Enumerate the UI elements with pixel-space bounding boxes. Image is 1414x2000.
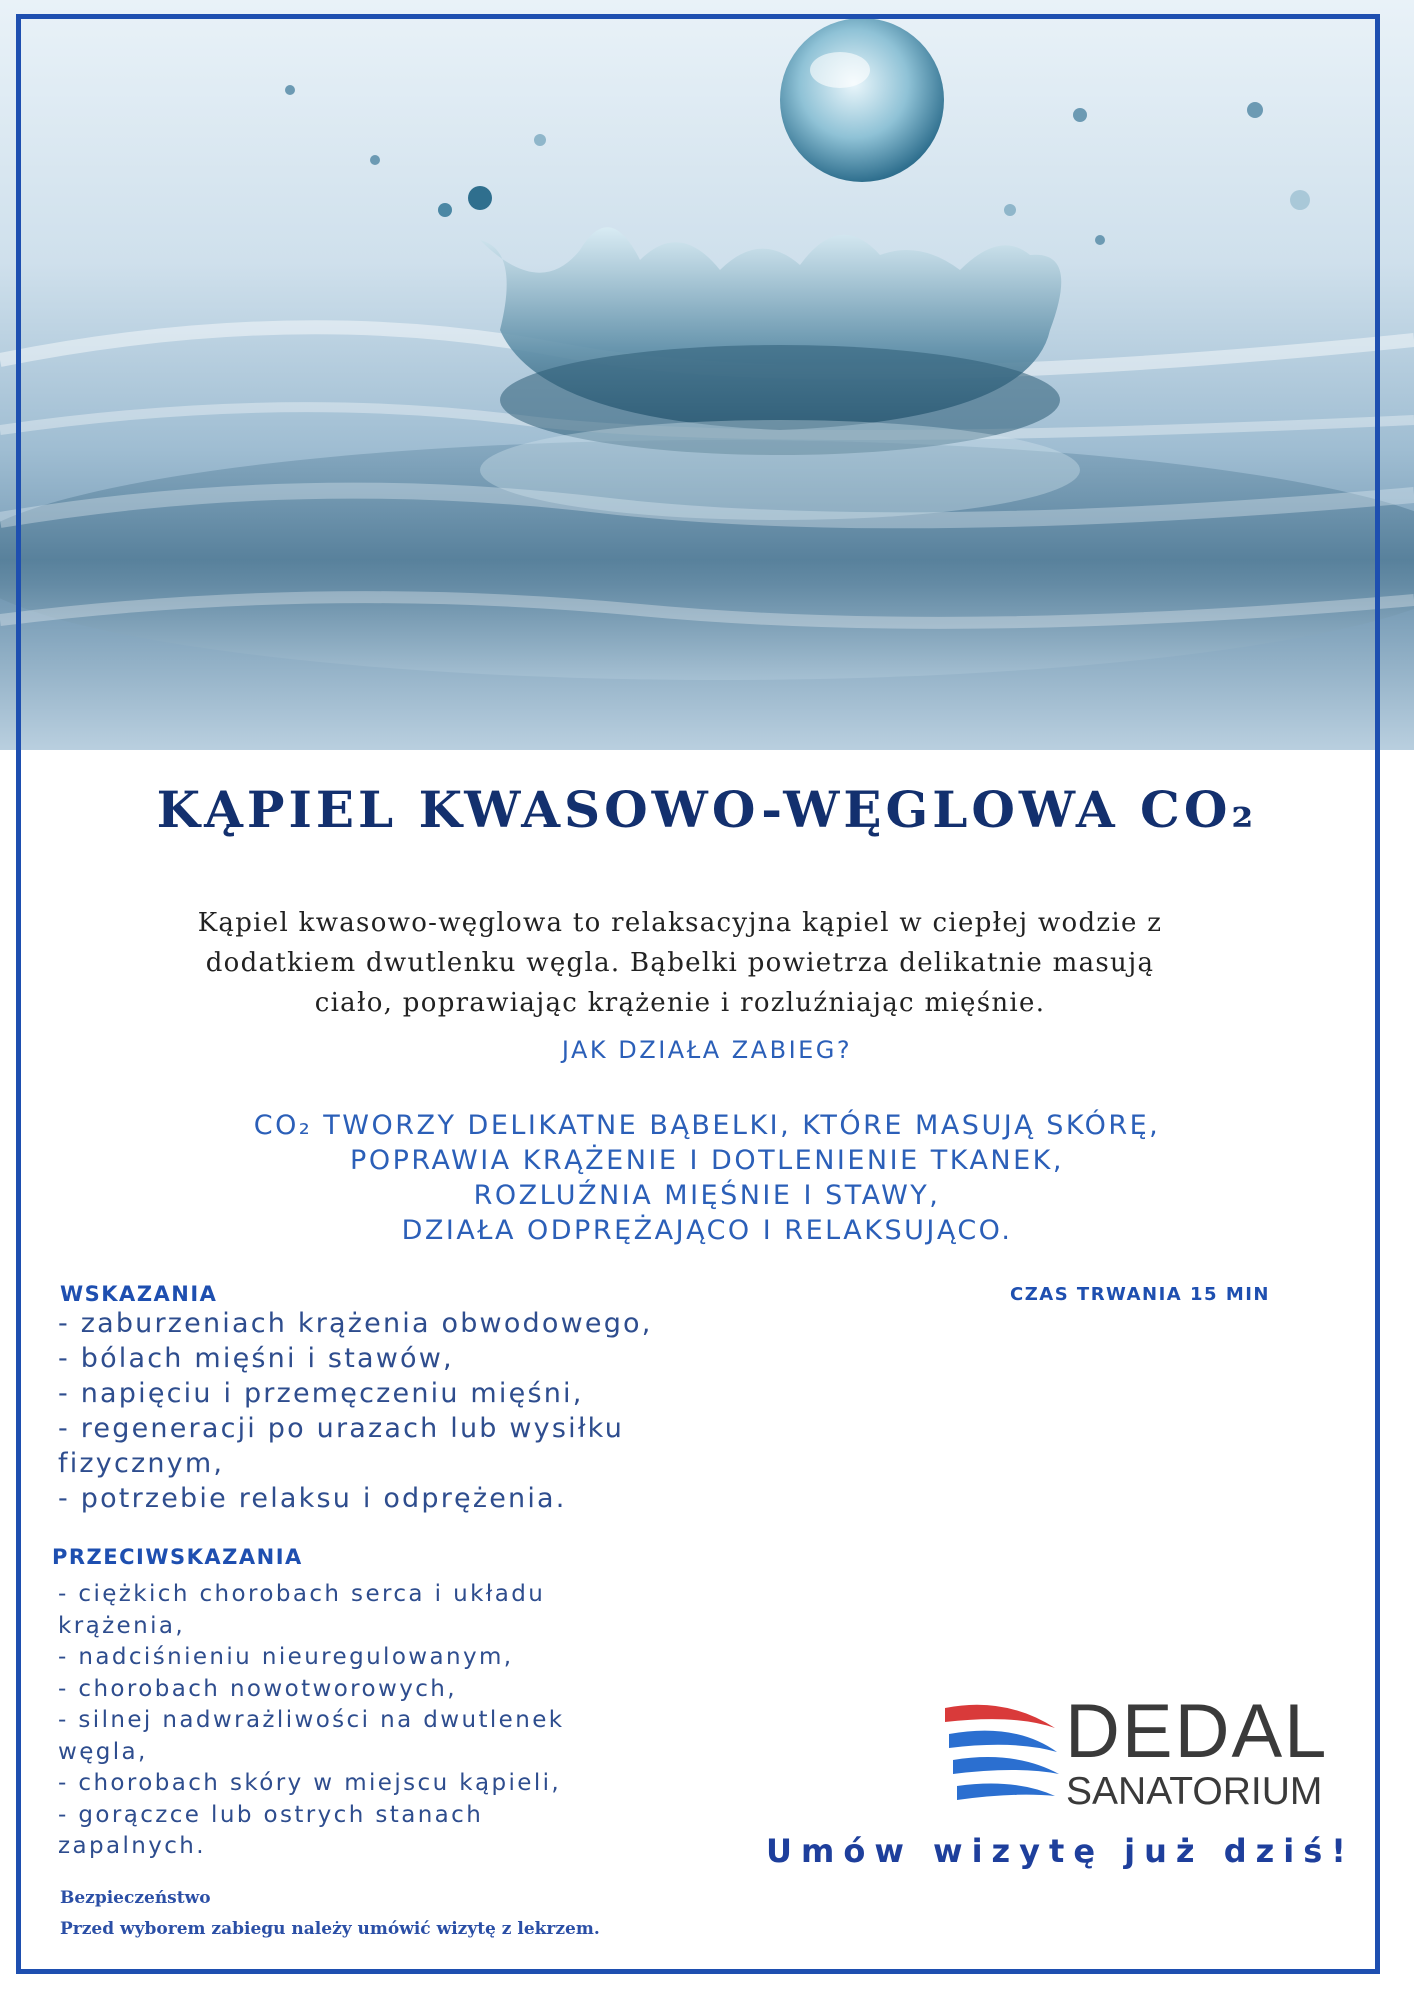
intro-line: dodatkiem dwutlenku węgla. Bąbelki powietrza delikatnie masują — [205, 948, 1155, 978]
logo-name: DEDAL — [1065, 1689, 1329, 1774]
dedal-sanatorium-logo — [945, 1689, 1345, 1820]
contraindications-list — [58, 1579, 618, 1863]
list-item: - nadciśnieniu nieuregulowanym, — [58, 1644, 514, 1670]
intro-line: ciało, poprawiając krążenie i rozluźniając mięśnie. — [314, 988, 1046, 1018]
list-item: - zaburzeniach krążenia obwodowego, — [58, 1308, 653, 1339]
how-line: ROZLUŹNIA MIĘŚNIE I STAWY, — [473, 1180, 941, 1211]
how-it-works-heading: JAK DZIAŁA ZABIEG? — [561, 1036, 853, 1064]
duration-label: CZAS TRWANIA 15 MIN — [1010, 1284, 1270, 1305]
logo-subtitle: SANATORIUM — [1066, 1770, 1323, 1813]
intro-line: Kąpiel kwasowo-węglowa to relaksacyjna kąpiel w ciepłej wodzie z — [197, 908, 1163, 938]
list-item: - potrzebie relaksu i odprężenia. — [58, 1483, 567, 1514]
list-item: - bólach mięśni i stawów, — [58, 1343, 454, 1374]
intro-paragraph — [90, 903, 1270, 1023]
list-item: węgla, — [58, 1738, 148, 1765]
indications-heading: WSKAZANIA — [60, 1282, 218, 1306]
safety-heading: Bezpieczeństwo — [60, 1888, 211, 1908]
indications-list — [58, 1306, 698, 1516]
list-item: - napięciu i przemęczeniu mięśni, — [58, 1378, 584, 1409]
list-item: - silnej nadwrażliwości na dwutlenek — [58, 1707, 565, 1733]
how-line: CO₂ TWORZY DELIKATNE BĄBELKI, KTÓRE MASUJĄ SKÓRĘ, — [253, 1110, 1161, 1141]
safety-text: Przed wyborem zabiegu należy umówić wizytę z lekrzem. — [60, 1919, 600, 1939]
safety-note — [60, 1883, 760, 1945]
list-item: fizycznym, — [58, 1448, 225, 1479]
hero-water-splash-image — [0, 0, 1414, 750]
list-item: - chorobach skóry w miejscu kąpieli, — [58, 1770, 562, 1796]
how-line: POPRAWIA KRĄŻENIE I DOTLENIENIE TKANEK, — [350, 1145, 1064, 1176]
dedal-wave-icon — [945, 1700, 1065, 1815]
list-item: - gorączce lub ostrych stanach — [58, 1801, 484, 1828]
water-splash-illustration — [0, 0, 1414, 750]
how-line: DZIAŁA ODPRĘŻAJĄCO I RELAKSUJĄCO. — [401, 1215, 1013, 1246]
how-it-works-text — [0, 1108, 1414, 1248]
list-item: krążenia, — [58, 1612, 186, 1639]
list-item: - ciężkich chorobach serca i układu — [58, 1581, 546, 1607]
page-title: KĄPIEL KWASOWO-WĘGLOWA CO₂ — [156, 780, 1258, 839]
call-to-action: Umów wizytę już dziś! — [766, 1832, 1355, 1870]
contraindications-heading: PRZECIWSKAZANIA — [52, 1545, 303, 1569]
list-item: - regeneracji po urazach lub wysiłku — [58, 1413, 625, 1444]
list-item: zapalnych. — [58, 1833, 206, 1859]
list-item: - chorobach nowotworowych, — [58, 1675, 457, 1702]
